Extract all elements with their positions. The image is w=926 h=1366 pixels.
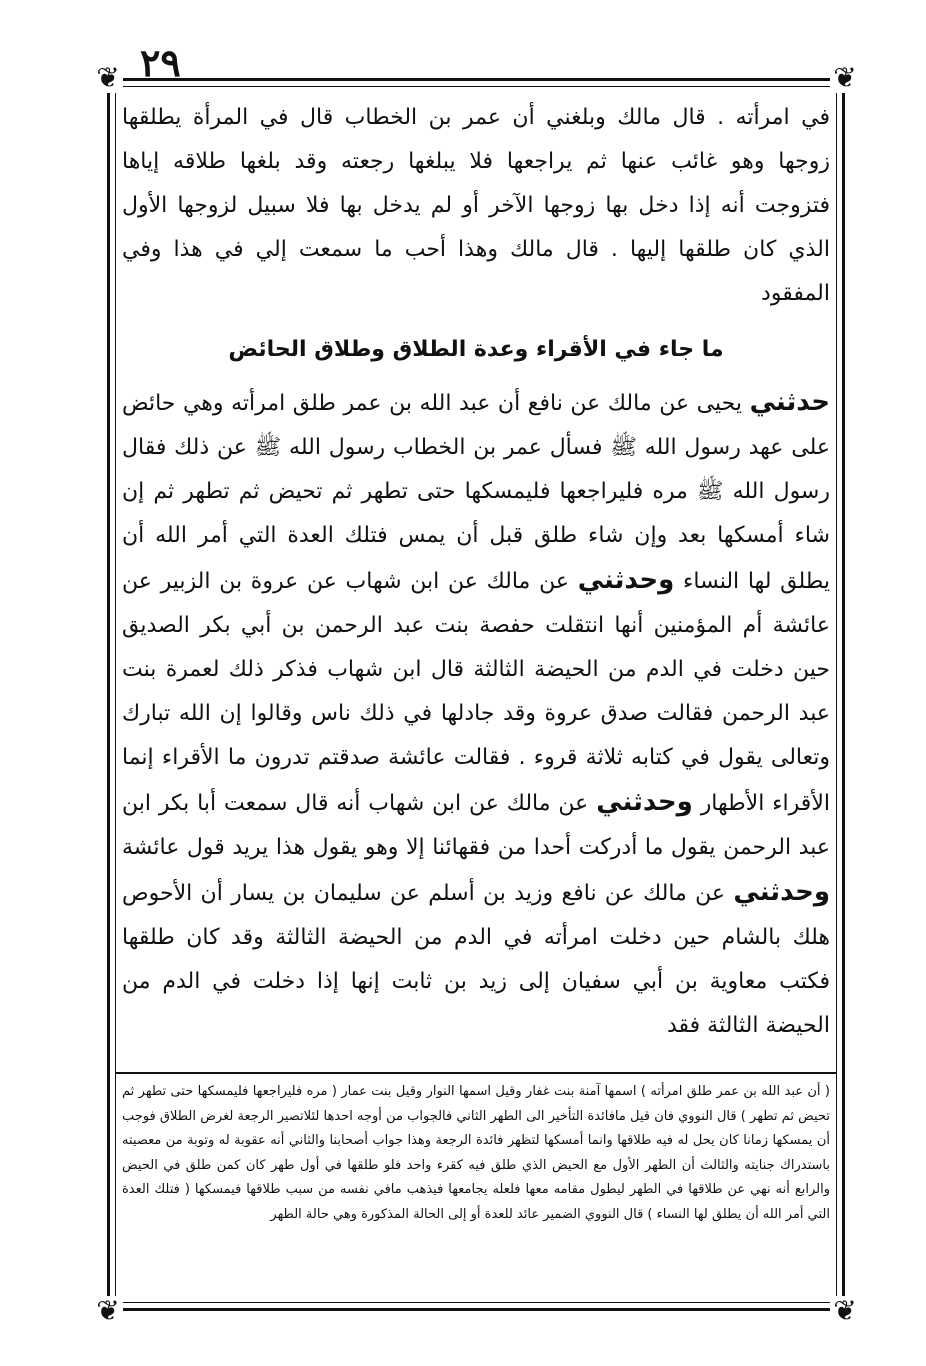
corner-ornament-icon: ❦ <box>93 63 123 93</box>
footnote-divider <box>115 1072 837 1074</box>
hadith-text: يحيى عن مالك عن نافع أن عبد الله بن عمر طلق امرأته وهي حائض على عهد رسول الله ﷺ فسأل عمر بن الخطاب رسول الله ﷺ عن ذلك فقال رسول الله ﷺ مره فليراجعها فليمسكها حتى تطهر ثم تحيض ثم تطهر ثم إن شاء أمسكها بعد وإن شاء طلق قبل أن يمس فتلك العدة التي أمر الله أن يطلق لها النساء <box>122 391 830 594</box>
hadith-lead: حدثني <box>749 387 830 417</box>
hadith-lead: وحدثني <box>577 565 675 595</box>
corner-ornament-icon: ❦ <box>93 1296 123 1326</box>
hadith-lead: وحدثني <box>733 877 830 907</box>
hadith-text: عن مالك عن ابن شهاب أنه قال سمعت أبا بكر ابن عبد الرحمن يقول ما أدركت أحدا من فقهائنا إلا وهو يقول هذا يريد قول عائشة <box>122 791 830 860</box>
main-text <box>122 96 830 1048</box>
paragraph: في امرأته . قال مالك وبلغني أن عمر بن الخطاب قال في المرأة يطلقها زوجها وهو غائب عنها ثم يراجعها فلا يبلغها رجعته وقد بلغها طلاقه إياها فتزوجت أنه إذا دخل بها زوجها الآخر أو لم يدخل بها فلا سبيل لزوجها الأول الذي كان طلقها إليها . قال مالك وهذا أحب ما سمعت إلي في هذا وفي المفقود <box>122 105 830 306</box>
hadith-text: عن مالك عن ابن شهاب عن عروة بن الزبير عن عائشة أم المؤمنين أنها انتقلت حفصة بنت عبد الرحمن بن أبي بكر الصديق حين دخلت في الدم من الحيضة الثالثة قال ابن شهاب فذكر ذلك لعمرة بنت عبد الرحمن فقالت صدق عروة وقد جادلها في ذلك ناس وقالوا إن الله تبارك وتعالى يقول في كتابه ثلاثة قروء . فقالت عائشة صدقتم تدرون ما الأقراء إنما الأقراء الأطهار <box>122 569 830 816</box>
paragraph <box>122 380 830 1048</box>
hadith-text: عن مالك عن نافع وزيد بن أسلم عن سليمان بن يسار أن الأحوص هلك بالشام حين دخلت امرأته في الدم من الحيضة الثالثة وقد كان طلقها فكتب معاوية بن أبي سفيان إلى زيد بن ثابت إنها إذا دخلت في الدم من الحيضة الثالثة فقد <box>122 881 830 1038</box>
section-heading: ما جاء في الأقراء وعدة الطلاق وطلاق الحائض <box>228 337 724 362</box>
page-number: ٢٩ <box>140 40 181 85</box>
footnotes: ( أن عبد الله بن عمر طلق امرأته ) اسمها آمنة بنت غفار وقيل اسمها النوار وقيل بنت عمار ( مره فليراجعها فليمسكها حتى تطهر ثم تحيض ثم تطهر ) قال النووي فان قيل مافائدة التأخير الى الطهر الثاني فالجواب من أوجه احدها لئلاتصير الرجعة لغرض الطلاق فوجب أن يمسكها زمانا كان يحل له فيه طلاقها وانما أمسكها لتظهر فائدة الرجعة وهذا جواب أصحابنا والثاني أنه عقوبة له وتوبة من معصيته باستدراك جنايته والثالث أن الطهر الأول مع الحيض الذي طلق فيه كقرء واحد فلو طلقها في أول طهر كان كمن طلق في الحيض والرابع أنه نهي عن طلاقها في الطهر ليطول مقامه معها فلعله يجامعها فيذهب مافي نفسه من سبب طلاقها فيمسكها ( فتلك العدة التي أمر الله أن يطلق لها النساء ) قال النووي الضمير عائد للعدة أو إلى الحالة المذكورة وهي حالة الطهر <box>122 1084 830 1222</box>
hadith-lead: وحدثني <box>596 787 693 817</box>
corner-ornament-icon: ❦ <box>830 63 860 93</box>
corner-ornament-icon: ❦ <box>830 1296 860 1326</box>
